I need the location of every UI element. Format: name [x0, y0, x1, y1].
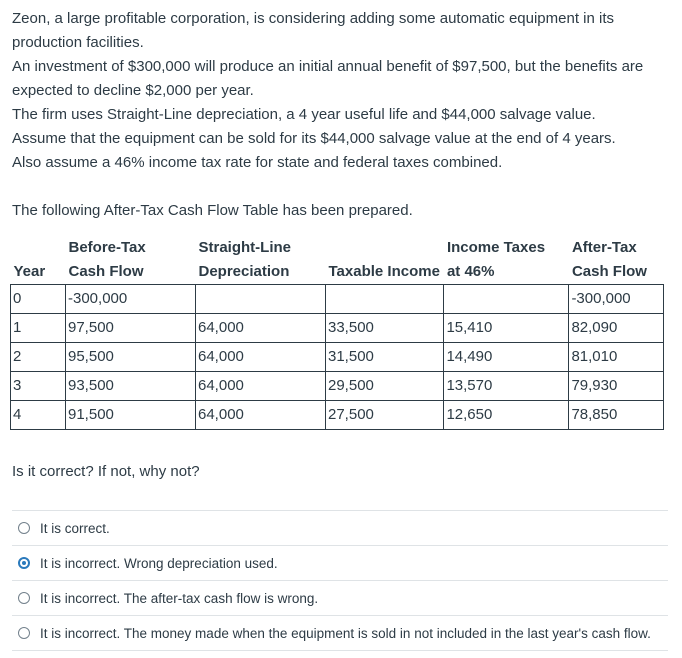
table-cell: 64,000: [196, 314, 326, 343]
problem-paragraph: Assume that the equipment can be sold for its $44,000 salvage value at the end of 4 years.: [12, 130, 616, 147]
table-header-cell: Depreciation: [198, 263, 290, 280]
table-cell: 13,570: [444, 372, 569, 401]
table-header-cell: Cash Flow: [571, 263, 647, 280]
answer-option-wrong-after-tax-cash-flow[interactable]: [12, 580, 668, 615]
table-header-cell: Income Taxes: [446, 239, 546, 256]
table-cell: 64,000: [196, 372, 326, 401]
problem-paragraph: The firm uses Straight-Line depreciation, a 4 year useful life and $44,000 salvage value.: [12, 106, 596, 123]
table-cell: 3: [11, 372, 66, 401]
table-cell: 93,500: [66, 372, 196, 401]
problem-paragraph: Also assume a 46% income tax rate for state and federal taxes combined.: [12, 154, 503, 171]
cash-flow-table: [10, 236, 664, 430]
answer-option-label: It is incorrect. Wrong depreciation used.: [40, 555, 278, 571]
table-cell: 82,090: [569, 314, 664, 343]
table-cell: 33,500: [326, 314, 444, 343]
radio-button-icon[interactable]: [18, 522, 30, 534]
table-cell: -300,000: [569, 285, 664, 314]
table-cell: 31,500: [326, 343, 444, 372]
table-cell: 64,000: [196, 343, 326, 372]
table-header-cell: at 46%: [446, 263, 495, 280]
table-header-cell: After-Tax: [571, 239, 637, 256]
table-row: [11, 372, 664, 401]
table-cell: 29,500: [326, 372, 444, 401]
answer-option-label: It is correct.: [40, 520, 110, 536]
table-header-cell: Cash Flow: [68, 263, 144, 280]
answer-option-label: It is incorrect. The after-tax cash flow is wrong.: [40, 590, 319, 606]
table-cell: 27,500: [326, 401, 444, 430]
table-header-cell: [326, 236, 444, 260]
table-row: [11, 401, 664, 430]
table-title: The following After-Tax Cash Flow Table has been prepared.: [12, 202, 413, 219]
table-cell: 97,500: [66, 314, 196, 343]
table-row: [11, 314, 664, 343]
table-row: [11, 285, 664, 314]
table-header-cell: Taxable Income: [328, 263, 440, 280]
table-cell: 81,010: [569, 343, 664, 372]
table-cell: [444, 285, 569, 314]
table-header-row: [11, 236, 664, 260]
question-text: Is it correct? If not, why not?: [12, 463, 200, 480]
table-header-cell: [11, 236, 66, 260]
table-cell: 15,410: [444, 314, 569, 343]
table-cell: 64,000: [196, 401, 326, 430]
table-header-row: [11, 260, 664, 285]
answer-option-label: It is incorrect. The money made when the equipment is sold in not included in the last year's cash flow.: [40, 625, 651, 641]
table-cell: 4: [11, 401, 66, 430]
table-cell: [196, 285, 326, 314]
table-cell: 12,650: [444, 401, 569, 430]
table-cell: 78,850: [569, 401, 664, 430]
answer-option-correct[interactable]: [12, 510, 668, 545]
table-header-cell: Before-Tax: [68, 239, 146, 256]
table-cell: 91,500: [66, 401, 196, 430]
table-header-cell: Straight-Line: [198, 239, 291, 256]
table-cell: [326, 285, 444, 314]
table-cell: 14,490: [444, 343, 569, 372]
problem-paragraph: Zeon, a large profitable corporation, is considering adding some automatic equipment in its production facilities.: [12, 10, 615, 51]
problem-paragraph: An investment of $300,000 will produce an initial annual benefit of $97,500, but the benefits are expected to decline $2,000 per year.: [12, 58, 644, 99]
radio-button-selected-icon[interactable]: [18, 557, 30, 569]
problem-statement: [12, 7, 674, 175]
answer-options: [12, 510, 668, 651]
table-cell: 2: [11, 343, 66, 372]
table-header-cell: Year: [13, 263, 46, 280]
radio-button-icon[interactable]: [18, 592, 30, 604]
answer-option-salvage-not-included[interactable]: [12, 615, 668, 651]
table-cell: -300,000: [66, 285, 196, 314]
table-cell: 95,500: [66, 343, 196, 372]
answer-option-wrong-depreciation[interactable]: [12, 545, 668, 580]
table-cell: 0: [11, 285, 66, 314]
radio-button-icon[interactable]: [18, 627, 30, 639]
table-cell: 79,930: [569, 372, 664, 401]
table-row: [11, 343, 664, 372]
table-cell: 1: [11, 314, 66, 343]
